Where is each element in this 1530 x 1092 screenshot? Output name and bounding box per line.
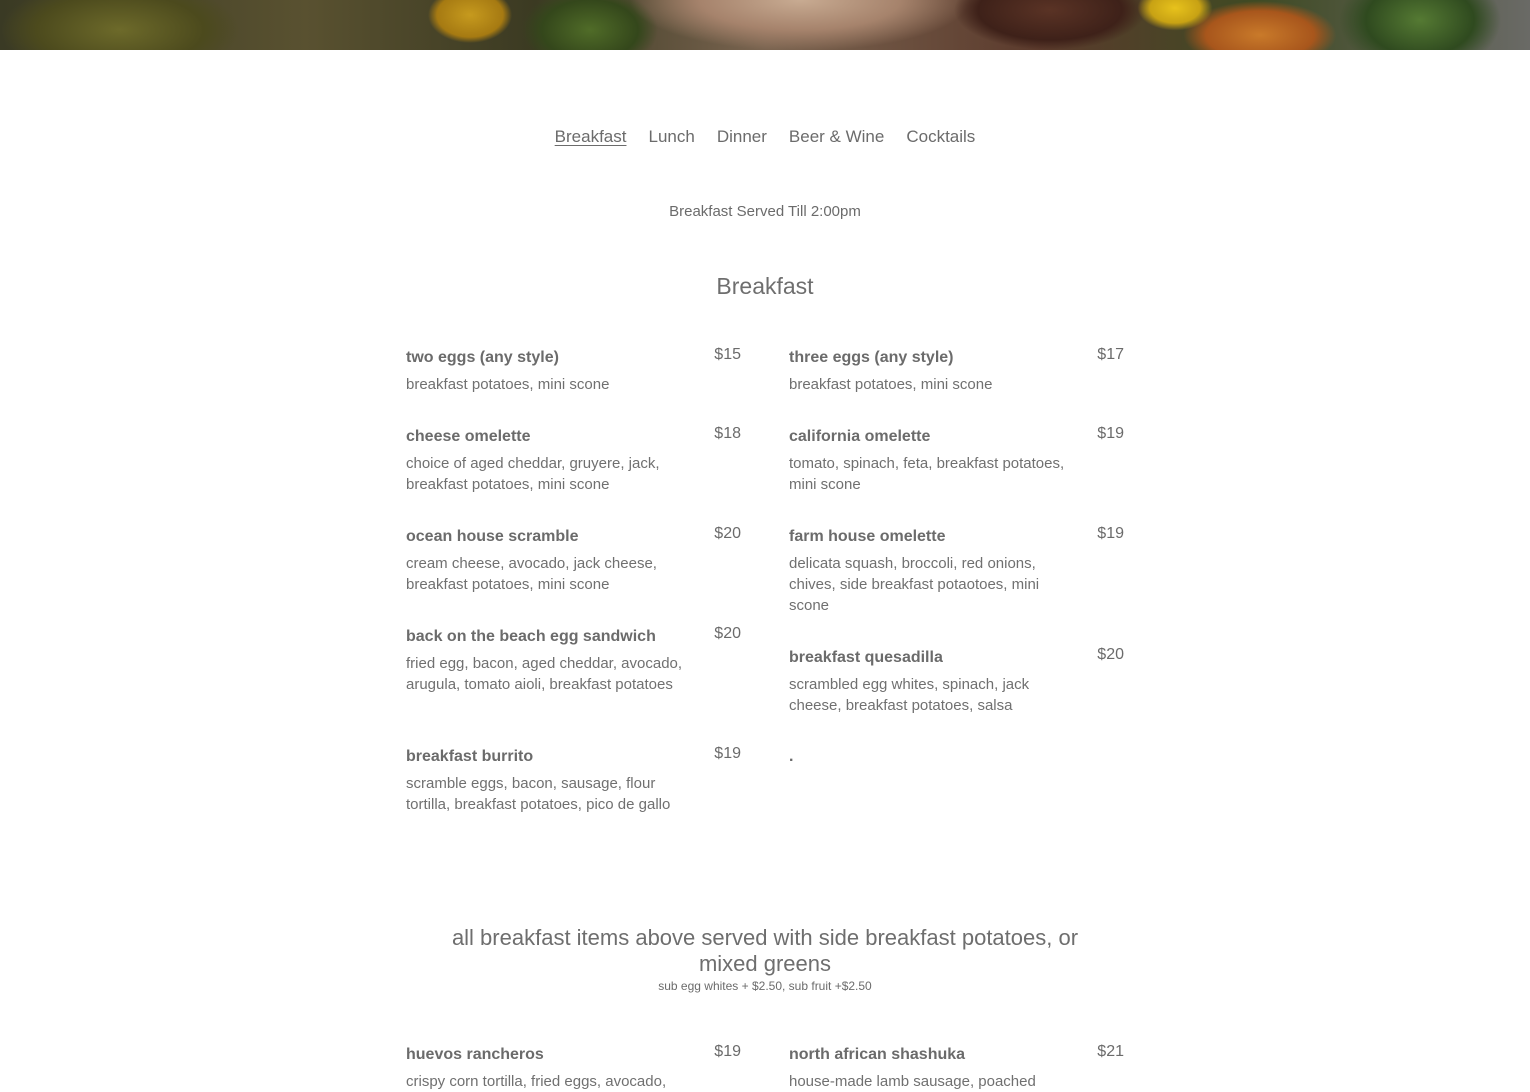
menu-item: [406, 527, 741, 595]
tab-breakfast[interactable]: Breakfast: [554, 127, 627, 146]
item-description: fried egg, bacon, aged cheddar, avocado, arugula, tomato aioli, breakfast potatoes: [406, 655, 683, 693]
item-name: breakfast quesadilla: [789, 649, 943, 666]
item-price: $19: [1097, 525, 1124, 542]
menu-item: [789, 348, 1124, 395]
item-name: north african shashuka: [789, 1046, 966, 1063]
item-name: three eggs (any style): [789, 349, 954, 366]
item-name: breakfast burrito: [406, 748, 534, 765]
item-price: $20: [1097, 646, 1124, 663]
item-price: $20: [714, 625, 741, 642]
menu-item: [406, 348, 741, 395]
sides-heading: all breakfast items above served with side breakfast potatoes, or mixed greens: [451, 925, 1079, 976]
served-note: Breakfast Served Till 2:00pm: [669, 203, 861, 220]
item-name: .: [789, 748, 794, 765]
item-price: $21: [1097, 1043, 1124, 1060]
menu-item: [406, 747, 741, 815]
item-description: delicata squash, broccoli, red onions, chives, side breakfast potaotoes, mini scone: [789, 555, 1040, 614]
item-name: huevos rancheros: [406, 1046, 544, 1063]
item-description: scramble eggs, bacon, sausage, flour tortilla, breakfast potatoes, pico de gallo: [406, 775, 671, 813]
item-price: $19: [1097, 425, 1124, 442]
section-title: Breakfast: [716, 273, 814, 299]
item-price: $20: [714, 525, 741, 542]
item-description: scrambled egg whites, spinach, jack cheese, breakfast potatoes, salsa: [789, 676, 1030, 714]
menu-item: [789, 527, 1124, 616]
menu-item: [789, 747, 1124, 773]
menu-tabs: [0, 127, 1530, 147]
menu-item: [789, 1045, 1124, 1092]
tab-dinner[interactable]: Dinner: [716, 127, 767, 146]
menu-item: [789, 427, 1124, 495]
item-description: breakfast potatoes, mini scone: [789, 376, 993, 393]
item-name: ocean house scramble: [406, 528, 579, 545]
item-description: crispy corn tortilla, fried eggs, avocado,: [406, 1073, 667, 1090]
hero-food-image: [0, 0, 1530, 50]
menu-item: [406, 427, 741, 495]
item-name: two eggs (any style): [406, 349, 559, 366]
item-description: choice of aged cheddar, gruyere, jack, breakfast potatoes, mini scone: [406, 455, 660, 493]
item-description: breakfast potatoes, mini scone: [406, 376, 610, 393]
menu-item: [406, 627, 741, 695]
item-name: california omelette: [789, 428, 931, 445]
menu-item: [789, 648, 1124, 716]
item-price: $15: [714, 346, 741, 363]
tab-lunch[interactable]: Lunch: [648, 127, 695, 146]
item-description: cream cheese, avocado, jack cheese, breakfast potatoes, mini scone: [406, 555, 657, 593]
menu-item: [406, 1045, 741, 1092]
tab-beer-wine[interactable]: Beer & Wine: [788, 127, 885, 146]
item-price: $19: [714, 745, 741, 762]
substitution-note: sub egg whites + $2.50, sub fruit +$2.50: [658, 979, 872, 993]
item-description: tomato, spinach, feta, breakfast potatoes, mini scone: [789, 455, 1065, 493]
item-description: house-made lamb sausage, poached: [789, 1073, 1036, 1090]
tab-cocktails[interactable]: Cocktails: [906, 127, 976, 146]
item-price: $18: [714, 425, 741, 442]
item-name: farm house omelette: [789, 528, 946, 545]
item-name: back on the beach egg sandwich: [406, 628, 656, 645]
item-price: $19: [714, 1043, 741, 1060]
item-price: $17: [1097, 346, 1124, 363]
item-name: cheese omelette: [406, 428, 531, 445]
